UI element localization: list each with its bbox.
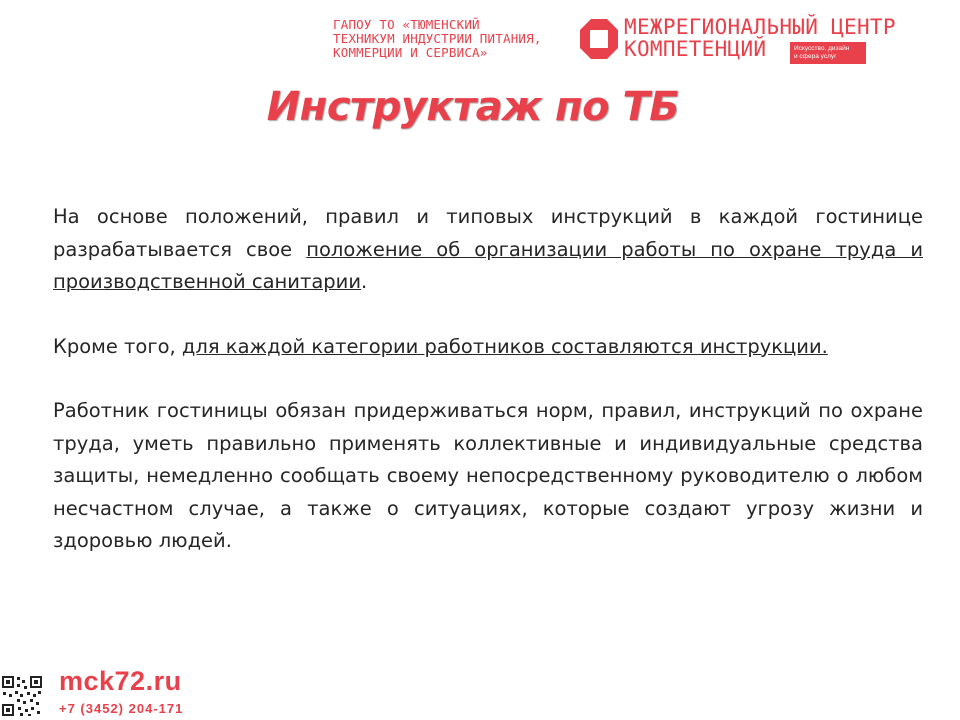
paragraph-1 [53,201,923,299]
competence-center-tag [790,42,866,64]
website-address: mck72.ru [59,666,182,696]
slide-title: Инструктаж по ТБ [266,84,680,130]
organization-name-line-3: КОММЕРЦИИ И СЕРВИСА» [333,45,488,60]
octagon-logo-icon [579,18,619,60]
paragraph-1-end: . [361,270,368,293]
paragraph-2 [53,331,923,364]
organization-name [333,18,578,60]
organization-name-line-2: ТЕХНИКУМ ИНДУСТРИИ ПИТАНИЯ, [333,31,542,46]
competence-center-tag-line-1: Искусство, дизайн [794,45,850,52]
competence-center-line-1: МЕЖРЕГИОНАЛЬНЫЙ ЦЕНТР [624,15,896,39]
organization-name-line-1: ГАПОУ ТО «ТЮМЕНСКИЙ [333,17,480,32]
phone-number: +7 (3452) 204-171 [59,701,184,716]
paragraph-3: Работник гостиницы обязан придерживаться норм, правил, инструкций по охране труда, уметь правильно применять коллективные и индивидуальные средства защиты, немедленно сообщать своему непосредственному руководителю о любом несчастном случае, а также о ситуациях, которые создают угрозу жизни и здоровью людей. [53,399,923,552]
qr-code-icon [0,674,44,718]
paragraph-1-underlined: положение об организации работы по охране труда и производственной санитарии [53,237,923,293]
paragraph-2-text: Кроме того, [53,334,182,358]
slide-body [53,201,923,558]
competence-center-line-2: КОМПЕТЕНЦИЙ [624,37,767,61]
paragraph-1-text: На основе положений, правил и типовых инструкций в каждой гостинице разрабатывается свое [53,205,923,261]
paragraph-2-underlined: для каждой категории работников составляются инструкции. [181,334,828,358]
competence-center-tag-line-2: и сфера услуг [794,53,837,60]
